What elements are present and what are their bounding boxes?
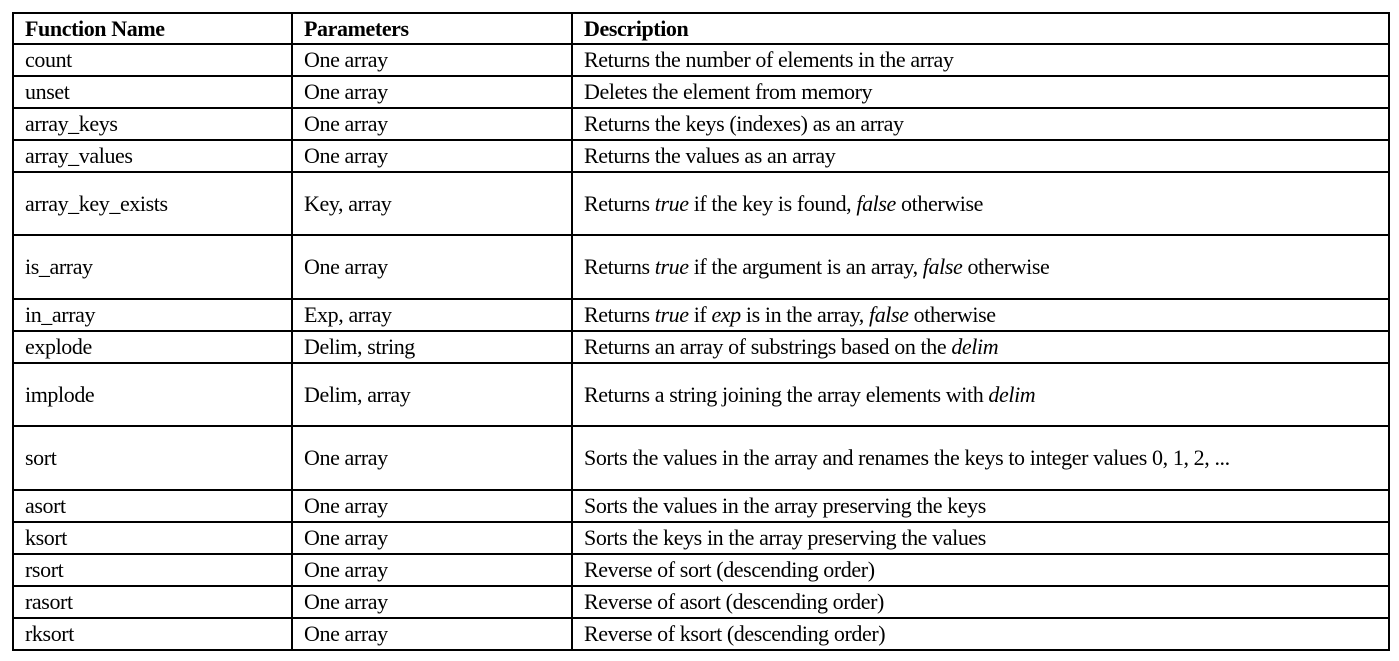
parameters-cell: Key, array — [292, 172, 572, 235]
description-cell — [572, 108, 1389, 140]
table-row — [13, 618, 1389, 650]
parameters-cell: One array — [292, 44, 572, 76]
function-name-cell: sort — [13, 426, 292, 490]
description-cell — [572, 490, 1389, 522]
parameters-cell: One array — [292, 522, 572, 554]
parameters-cell: Delim, array — [292, 363, 572, 426]
table-row — [13, 586, 1389, 618]
table-row — [13, 363, 1389, 426]
description-italic: delim — [988, 381, 1036, 407]
function-name-cell: array_keys — [13, 108, 292, 140]
description-cell — [572, 76, 1389, 108]
description-italic: true — [654, 254, 689, 279]
description-text: Returns — [584, 302, 655, 327]
description-text: Returns the keys (indexes) as an array — [584, 111, 904, 136]
description-text: if the key is found, — [688, 190, 857, 216]
function-name-cell: implode — [13, 363, 292, 426]
description-italic: true — [654, 302, 689, 327]
table-row — [13, 76, 1389, 108]
description-cell — [572, 363, 1389, 426]
parameters-cell: One array — [292, 108, 572, 140]
description-italic: delim — [951, 334, 999, 359]
description-cell — [572, 331, 1389, 363]
function-name-cell: explode — [13, 331, 292, 363]
table-row — [13, 490, 1389, 522]
table-row — [13, 331, 1389, 363]
description-text: Reverse of asort (descending order) — [584, 589, 884, 614]
function-name-cell: ksort — [13, 522, 292, 554]
parameters-cell: One array — [292, 76, 572, 108]
description-text: otherwise — [962, 254, 1050, 279]
table-row — [13, 140, 1389, 172]
description-text: Sorts the keys in the array preserving the values — [584, 525, 986, 550]
description-cell — [572, 426, 1389, 490]
table-row — [13, 426, 1389, 490]
description-text: is in the array, — [740, 302, 869, 327]
function-name-cell: count — [13, 44, 292, 76]
description-cell — [572, 586, 1389, 618]
header-row — [13, 13, 1389, 44]
description-italic: exp — [711, 302, 741, 327]
table-row — [13, 235, 1389, 299]
description-cell — [572, 554, 1389, 586]
header-description: Description — [572, 13, 1389, 44]
description-italic: true — [654, 190, 689, 216]
function-name-cell: in_array — [13, 299, 292, 331]
parameters-cell: One array — [292, 554, 572, 586]
parameters-cell: Exp, array — [292, 299, 572, 331]
parameters-cell: One array — [292, 490, 572, 522]
array-functions-table — [12, 12, 1390, 651]
parameters-cell: One array — [292, 140, 572, 172]
table-row — [13, 554, 1389, 586]
parameters-cell: One array — [292, 618, 572, 650]
description-text: Sorts the values in the array preserving the keys — [584, 493, 986, 518]
parameters-cell: One array — [292, 586, 572, 618]
function-name-cell: rsort — [13, 554, 292, 586]
description-text: Returns the number of elements in the array — [584, 47, 954, 72]
table-row — [13, 299, 1389, 331]
description-cell — [572, 140, 1389, 172]
function-name-cell: array_key_exists — [13, 172, 292, 235]
description-italic: false — [869, 302, 909, 327]
function-name-cell: array_values — [13, 140, 292, 172]
description-text: otherwise — [908, 302, 996, 327]
description-text: Reverse of sort (descending order) — [584, 557, 875, 582]
table-row — [13, 172, 1389, 235]
description-text: Returns — [584, 190, 655, 216]
function-name-cell: is_array — [13, 235, 292, 299]
description-text: Returns — [584, 254, 655, 279]
table-row — [13, 108, 1389, 140]
table-row — [13, 44, 1389, 76]
description-text: Reverse of ksort (descending order) — [584, 621, 886, 646]
description-text: Deletes the element from memory — [584, 79, 873, 104]
description-text: Returns the values as an array — [584, 143, 836, 168]
parameters-cell: Delim, string — [292, 331, 572, 363]
description-cell — [572, 299, 1389, 331]
description-text: if the argument is an array, — [688, 254, 923, 279]
function-name-cell: asort — [13, 490, 292, 522]
function-name-cell: rasort — [13, 586, 292, 618]
parameters-cell: One array — [292, 235, 572, 299]
description-text: otherwise — [895, 190, 983, 216]
description-cell — [572, 235, 1389, 299]
description-cell — [572, 522, 1389, 554]
table-row — [13, 522, 1389, 554]
description-cell — [572, 44, 1389, 76]
description-cell — [572, 172, 1389, 235]
function-name-cell: unset — [13, 76, 292, 108]
parameters-cell: One array — [292, 426, 572, 490]
description-cell — [572, 618, 1389, 650]
function-name-cell: rksort — [13, 618, 292, 650]
description-text: Sorts the values in the array and renames the keys to integer values 0, 1, 2, ... — [584, 445, 1230, 470]
description-text: Returns an array of substrings based on the — [584, 334, 952, 359]
header-parameters: Parameters — [292, 13, 572, 44]
description-text: Returns a string joining the array elements with — [584, 381, 989, 407]
description-italic: false — [856, 190, 896, 216]
description-text: if — [688, 302, 712, 327]
description-italic: false — [922, 254, 963, 279]
header-function-name: Function Name — [13, 13, 292, 44]
